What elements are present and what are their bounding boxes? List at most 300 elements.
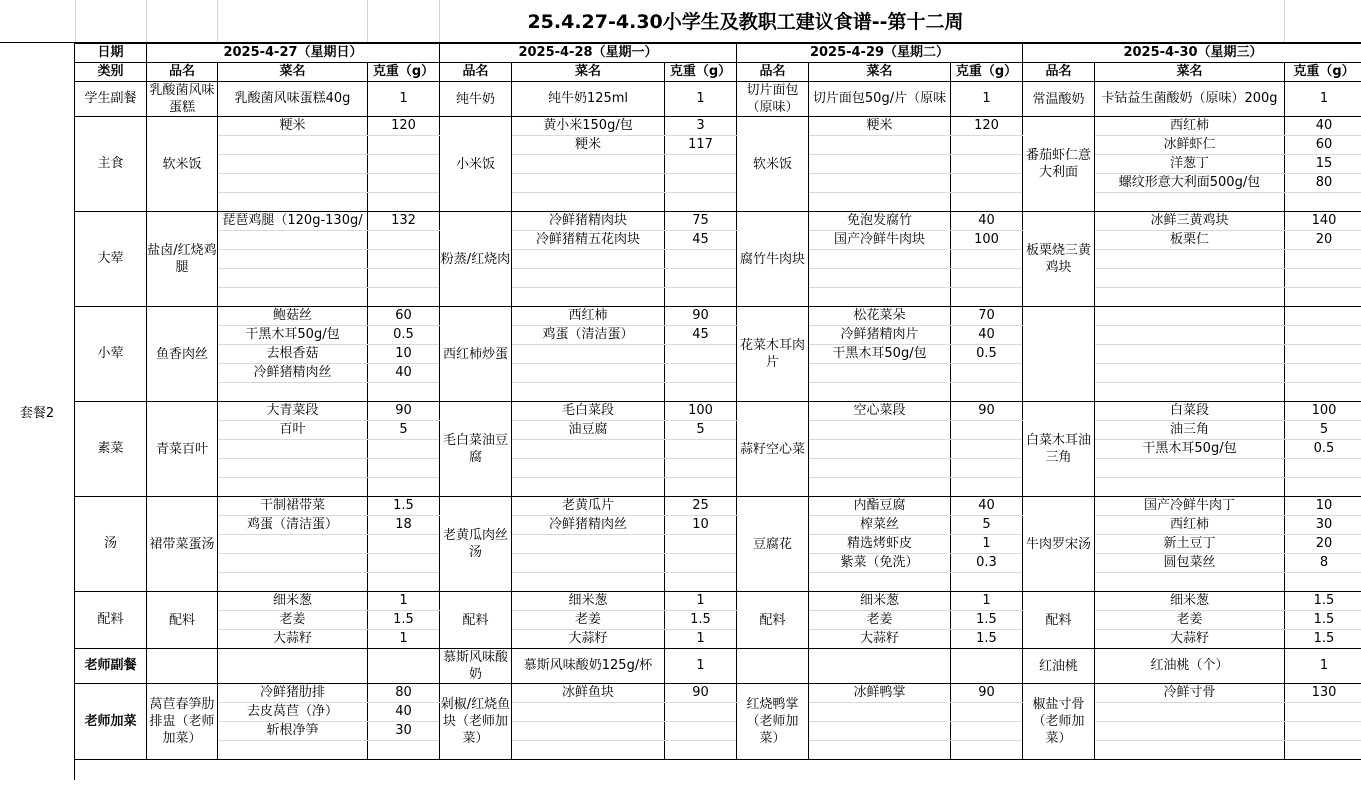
weight-cell [368,250,440,269]
ingredient-header: 菜名 [1095,63,1285,82]
ingredient-cell: 油三角 [1095,421,1285,440]
weight-cell [368,440,440,459]
ingredient-cell: 冰鲜鱼块 [512,684,665,703]
weight-cell: 1.5 [1285,592,1361,611]
ingredient-cell [218,649,368,684]
weight-cell: 130 [1285,684,1361,703]
weight-cell: 5 [368,421,440,440]
dish-cell: 配料 [1023,592,1095,649]
weight-cell [1285,722,1361,741]
ingredient-cell: 空心菜段 [809,402,951,421]
ingredient-cell: 黄小米150g/包 [512,117,665,136]
ingredient-cell: 内酯豆腐 [809,497,951,516]
weight-cell: 40 [951,326,1023,345]
ingredient-cell [512,250,665,269]
weight-cell [951,459,1023,478]
ingredient-cell [218,231,368,250]
weight-cell: 40 [368,703,440,722]
menu-row [75,611,1361,630]
weight-cell: 1.5 [368,497,440,516]
ingredient-cell: 螺纹形意大利面500g/包 [1095,174,1285,193]
weight-cell: 140 [1285,212,1361,231]
weight-cell [368,478,440,497]
category-cell: 素菜 [75,402,147,497]
dish-cell: 粉蒸/红烧肉 [440,212,512,307]
ingredient-cell [809,155,951,174]
weight-cell [951,741,1023,760]
dish-cell: 纯牛奶 [440,82,512,117]
dish-cell: 西红柿炒蛋 [440,307,512,402]
weight-header: 克重（g） [665,63,737,82]
weight-cell [951,649,1023,684]
ingredient-cell: 琵琶鸡腿（120g-130g/ [218,212,368,231]
weight-cell: 0.5 [951,345,1023,364]
weight-header: 克重（g） [951,63,1023,82]
dish-cell: 老黄瓜肉丝汤 [440,497,512,592]
ingredient-cell [218,174,368,193]
dish-cell: 软米饭 [147,117,218,212]
weight-cell [665,383,737,402]
dish-cell: 鱼香肉丝 [147,307,218,402]
ingredient-cell: 大蒜籽 [218,630,368,649]
menu-row [75,421,1361,440]
weight-cell: 100 [665,402,737,421]
ingredient-cell: 粳米 [809,117,951,136]
ingredient-cell [809,136,951,155]
dish-cell [147,649,218,684]
weight-cell [665,174,737,193]
weight-header: 克重（g） [368,63,440,82]
ingredient-cell: 干黑木耳50g/包 [218,326,368,345]
menu-row [75,117,1361,136]
menu-row [75,516,1361,535]
ingredient-cell: 松花菜朵 [809,307,951,326]
ingredient-cell [218,535,368,554]
menu-row [75,212,1361,231]
ingredient-cell [809,649,951,684]
ingredient-cell [218,136,368,155]
ingredient-cell: 圆包菜丝 [1095,554,1285,573]
weight-cell: 30 [368,722,440,741]
weight-cell [368,269,440,288]
weight-cell: 1 [665,82,737,117]
dish-cell: 板栗烧三黄鸡块 [1023,212,1095,307]
dish-cell: 花菜木耳肉片 [737,307,809,402]
weight-cell: 1 [665,592,737,611]
weight-cell: 1 [368,592,440,611]
ingredient-cell [1095,326,1285,345]
ingredient-cell [809,703,951,722]
ingredient-cell [218,269,368,288]
weight-cell [665,573,737,592]
menu-table [74,43,1361,760]
category-cell: 小荤 [75,307,147,402]
ingredient-cell [809,573,951,592]
menu-row [75,231,1361,250]
ingredient-cell [512,288,665,307]
weight-cell: 0.5 [1285,440,1361,459]
ingredient-cell [809,421,951,440]
menu-row [75,684,1361,703]
ingredient-cell [809,383,951,402]
ingredient-cell: 粳米 [218,117,368,136]
ingredient-cell: 干制裙带菜 [218,497,368,516]
ingredient-cell: 老姜 [512,611,665,630]
weight-cell: 1 [368,630,440,649]
dish-cell: 配料 [737,592,809,649]
set-label: 套餐2 [0,43,75,780]
menu-row [75,326,1361,345]
weight-cell: 90 [368,402,440,421]
ingredient-cell [218,193,368,212]
weight-cell: 3 [665,117,737,136]
weight-cell [368,459,440,478]
weight-cell [1285,703,1361,722]
weight-cell [951,421,1023,440]
ingredient-cell: 细米葱 [1095,592,1285,611]
weight-cell: 100 [1285,402,1361,421]
weight-cell: 5 [951,516,1023,535]
weight-cell [1285,364,1361,383]
weight-cell: 45 [665,326,737,345]
dish-cell: 切片面包（原味） [737,82,809,117]
ingredient-cell: 冷鲜猪精肉丝 [218,364,368,383]
weight-cell [368,535,440,554]
weight-cell [1285,345,1361,364]
ingredient-cell [1095,250,1285,269]
ingredient-cell [1095,345,1285,364]
menu-row [75,269,1361,288]
dish-cell: 剁椒/红烧鱼块（老师加菜） [440,684,512,760]
ingredient-cell [512,535,665,554]
ingredient-cell: 白菜段 [1095,402,1285,421]
ingredient-cell: 切片面包50g/片（原味 [809,82,951,117]
weight-cell [665,459,737,478]
ingredient-cell: 冷鲜猪精肉片 [809,326,951,345]
dish-cell: 慕斯风味酸奶 [440,649,512,684]
weight-cell: 120 [368,117,440,136]
weight-cell [1285,478,1361,497]
weight-cell [1285,459,1361,478]
ingredient-cell [1095,364,1285,383]
dish-cell: 乳酸菌风味蛋糕 [147,82,218,117]
menu-row [75,722,1361,741]
ingredient-cell: 西红柿 [1095,117,1285,136]
dish-cell: 软米饭 [737,117,809,212]
ingredient-cell [218,478,368,497]
menu-row [75,364,1361,383]
dish-header: 品名 [440,63,512,82]
menu-row [75,155,1361,174]
weight-header: 克重（g） [1285,63,1361,82]
ingredient-cell: 冷鲜寸骨 [1095,684,1285,703]
ingredient-cell: 国产冷鲜牛肉丁 [1095,497,1285,516]
weight-cell: 0.3 [951,554,1023,573]
ingredient-cell: 冷鲜猪精肉丝 [512,516,665,535]
weight-cell [368,155,440,174]
ingredient-cell: 红油桃（个） [1095,649,1285,684]
dish-cell: 红油桃 [1023,649,1095,684]
weight-cell [665,345,737,364]
ingredient-cell: 国产冷鲜牛肉块 [809,231,951,250]
ingredient-cell: 去皮莴苣（净） [218,703,368,722]
ingredient-cell [1095,722,1285,741]
dish-cell: 毛白菜油豆腐 [440,402,512,497]
dish-cell [1023,307,1095,402]
date-header-row [75,44,1361,63]
ingredient-cell [218,250,368,269]
ingredient-cell [512,193,665,212]
dish-cell: 青菜百叶 [147,402,218,497]
dish-cell [737,649,809,684]
ingredient-cell [512,345,665,364]
dish-cell: 腐竹牛肉块 [737,212,809,307]
weight-cell: 40 [951,497,1023,516]
menu-row [75,592,1361,611]
ingredient-cell [1095,193,1285,212]
ingredient-cell: 老姜 [218,611,368,630]
ingredient-cell [218,554,368,573]
ingredient-cell: 鸡蛋（清洁蛋） [218,516,368,535]
weight-cell [665,722,737,741]
ingredient-cell: 百叶 [218,421,368,440]
ingredient-cell [512,364,665,383]
weight-cell: 60 [1285,136,1361,155]
weight-cell [1285,326,1361,345]
ingredient-cell [809,174,951,193]
ingredient-cell [1095,288,1285,307]
weight-cell [951,288,1023,307]
ingredient-cell: 乳酸菌风味蛋糕40g [218,82,368,117]
weight-cell: 30 [1285,516,1361,535]
ingredient-cell [218,440,368,459]
ingredient-cell: 精选烤虾皮 [809,535,951,554]
ingredient-cell: 冰鲜虾仁 [1095,136,1285,155]
category-cell: 老师副餐 [75,649,147,684]
ingredient-cell: 大蒜籽 [809,630,951,649]
ingredient-cell [809,741,951,760]
menu-row [75,174,1361,193]
weight-cell [665,288,737,307]
dish-cell: 番茄虾仁意大利面 [1023,117,1095,212]
weight-cell: 100 [951,231,1023,250]
ingredient-cell: 毛白菜段 [512,402,665,421]
date-header-1: 2025-4-27（星期日） [147,44,440,63]
ingredient-cell: 老黄瓜片 [512,497,665,516]
weight-cell [665,535,737,554]
ingredient-cell [218,573,368,592]
weight-cell: 1 [665,630,737,649]
weight-cell: 8 [1285,554,1361,573]
weight-cell [368,288,440,307]
dish-cell: 小米饭 [440,117,512,212]
weight-cell: 0.5 [368,326,440,345]
ingredient-cell [512,383,665,402]
ingredient-cell: 西红柿 [512,307,665,326]
ingredient-cell [512,174,665,193]
ingredient-cell: 卡钴益生菌酸奶（原味）200g [1095,82,1285,117]
ingredient-cell: 细米葱 [218,592,368,611]
menu-row [75,288,1361,307]
weight-cell: 45 [665,231,737,250]
ingredient-cell: 冷鲜猪肋排 [218,684,368,703]
weight-cell [951,193,1023,212]
weight-cell: 1.5 [368,611,440,630]
date-header-2: 2025-4-28（星期一） [440,44,737,63]
weight-cell [1285,288,1361,307]
ingredient-cell [809,269,951,288]
ingredient-cell [1095,307,1285,326]
weight-cell: 132 [368,212,440,231]
weight-cell [951,440,1023,459]
menu-row [75,250,1361,269]
menu-row [75,497,1361,516]
dish-cell: 蒜籽空心菜 [737,402,809,497]
ingredient-cell: 纯牛奶125ml [512,82,665,117]
date-label: 日期 [75,44,147,63]
weight-cell: 1.5 [665,611,737,630]
ingredient-cell: 大蒜籽 [512,630,665,649]
ingredient-cell [218,383,368,402]
weight-cell [951,174,1023,193]
ingredient-cell [512,573,665,592]
weight-cell: 40 [368,364,440,383]
weight-cell: 40 [1285,117,1361,136]
ingredient-cell: 去根香菇 [218,345,368,364]
menu-row [75,535,1361,554]
ingredient-cell [218,459,368,478]
weight-cell: 1 [1285,82,1361,117]
ingredient-cell: 冷鲜猪精五花肉块 [512,231,665,250]
category-cell: 配料 [75,592,147,649]
menu-row [75,345,1361,364]
weight-cell: 1 [951,592,1023,611]
weight-cell: 1 [951,82,1023,117]
ingredient-cell: 冰鲜三黄鸡块 [1095,212,1285,231]
weight-cell: 40 [951,212,1023,231]
weight-cell [951,364,1023,383]
menu-row [75,573,1361,592]
weight-cell [368,174,440,193]
ingredient-cell [809,440,951,459]
weight-cell: 1.5 [1285,611,1361,630]
weight-cell [665,364,737,383]
ingredient-cell: 干黑木耳50g/包 [1095,440,1285,459]
weight-cell [665,703,737,722]
dish-cell: 配料 [440,592,512,649]
ingredient-cell [809,364,951,383]
dish-cell: 白菜木耳油三角 [1023,402,1095,497]
weight-cell [1285,269,1361,288]
ingredient-cell [512,554,665,573]
menu-row [75,741,1361,760]
ingredient-cell [512,703,665,722]
ingredient-cell [218,155,368,174]
ingredient-cell [1095,459,1285,478]
weight-cell: 18 [368,516,440,535]
weight-cell [665,269,737,288]
weight-cell [368,741,440,760]
weight-cell: 5 [665,421,737,440]
menu-row [75,630,1361,649]
weight-cell [951,478,1023,497]
date-header-4: 2025-4-30（星期三） [1023,44,1361,63]
weight-cell: 80 [368,684,440,703]
dish-header: 品名 [147,63,218,82]
weight-cell [951,269,1023,288]
menu-row [75,383,1361,402]
weight-cell [665,554,737,573]
date-header-3: 2025-4-29（星期二） [737,44,1023,63]
ingredient-cell [512,741,665,760]
page-title: 25.4.27-4.30小学生及教职工建议食谱--第十二周 [527,11,964,33]
menu-row [75,703,1361,722]
ingredient-cell [1095,703,1285,722]
ingredient-cell: 细米葱 [512,592,665,611]
ingredient-cell: 洋葱丁 [1095,155,1285,174]
ingredient-cell: 斩根净笋 [218,722,368,741]
category-cell: 大荤 [75,212,147,307]
menu-row [75,649,1361,684]
ingredient-cell [1095,383,1285,402]
ingredient-cell [809,288,951,307]
weight-cell [1285,573,1361,592]
weight-cell: 10 [1285,497,1361,516]
weight-cell [1285,307,1361,326]
menu-row [75,459,1361,478]
ingredient-cell [1095,573,1285,592]
ingredient-cell: 冰鲜鸭掌 [809,684,951,703]
category-cell: 主食 [75,117,147,212]
weight-cell [1285,741,1361,760]
ingredient-cell [512,155,665,174]
menu-row [75,82,1361,117]
menu-row [75,554,1361,573]
ingredient-cell: 西红柿 [1095,516,1285,535]
ingredient-cell: 冷鲜猪精肉块 [512,212,665,231]
ingredient-cell [809,459,951,478]
ingredient-cell [512,478,665,497]
ingredient-cell: 榨菜丝 [809,516,951,535]
category-cell: 老师加菜 [75,684,147,760]
menu-row [75,307,1361,326]
ingredient-cell [218,741,368,760]
ingredient-cell [809,478,951,497]
weight-cell: 10 [368,345,440,364]
ingredient-cell [1095,269,1285,288]
ingredient-cell [809,250,951,269]
weight-cell: 20 [1285,535,1361,554]
ingredient-cell [809,722,951,741]
weight-cell [951,383,1023,402]
ingredient-cell: 慕斯风味酸奶125g/杯 [512,649,665,684]
weight-cell: 5 [1285,421,1361,440]
weight-cell: 10 [665,516,737,535]
ingredient-header: 菜名 [512,63,665,82]
ingredient-cell: 鲍菇丝 [218,307,368,326]
dish-cell: 椒盐寸骨（老师加菜） [1023,684,1095,760]
ingredient-cell: 新土豆丁 [1095,535,1285,554]
ingredient-cell: 紫菜（免洗） [809,554,951,573]
weight-cell: 25 [665,497,737,516]
weight-cell [951,573,1023,592]
weight-cell [665,478,737,497]
weight-cell [1285,193,1361,212]
weight-cell: 1.5 [951,611,1023,630]
weight-cell [665,193,737,212]
ingredient-cell: 老姜 [1095,611,1285,630]
dish-header: 品名 [1023,63,1095,82]
